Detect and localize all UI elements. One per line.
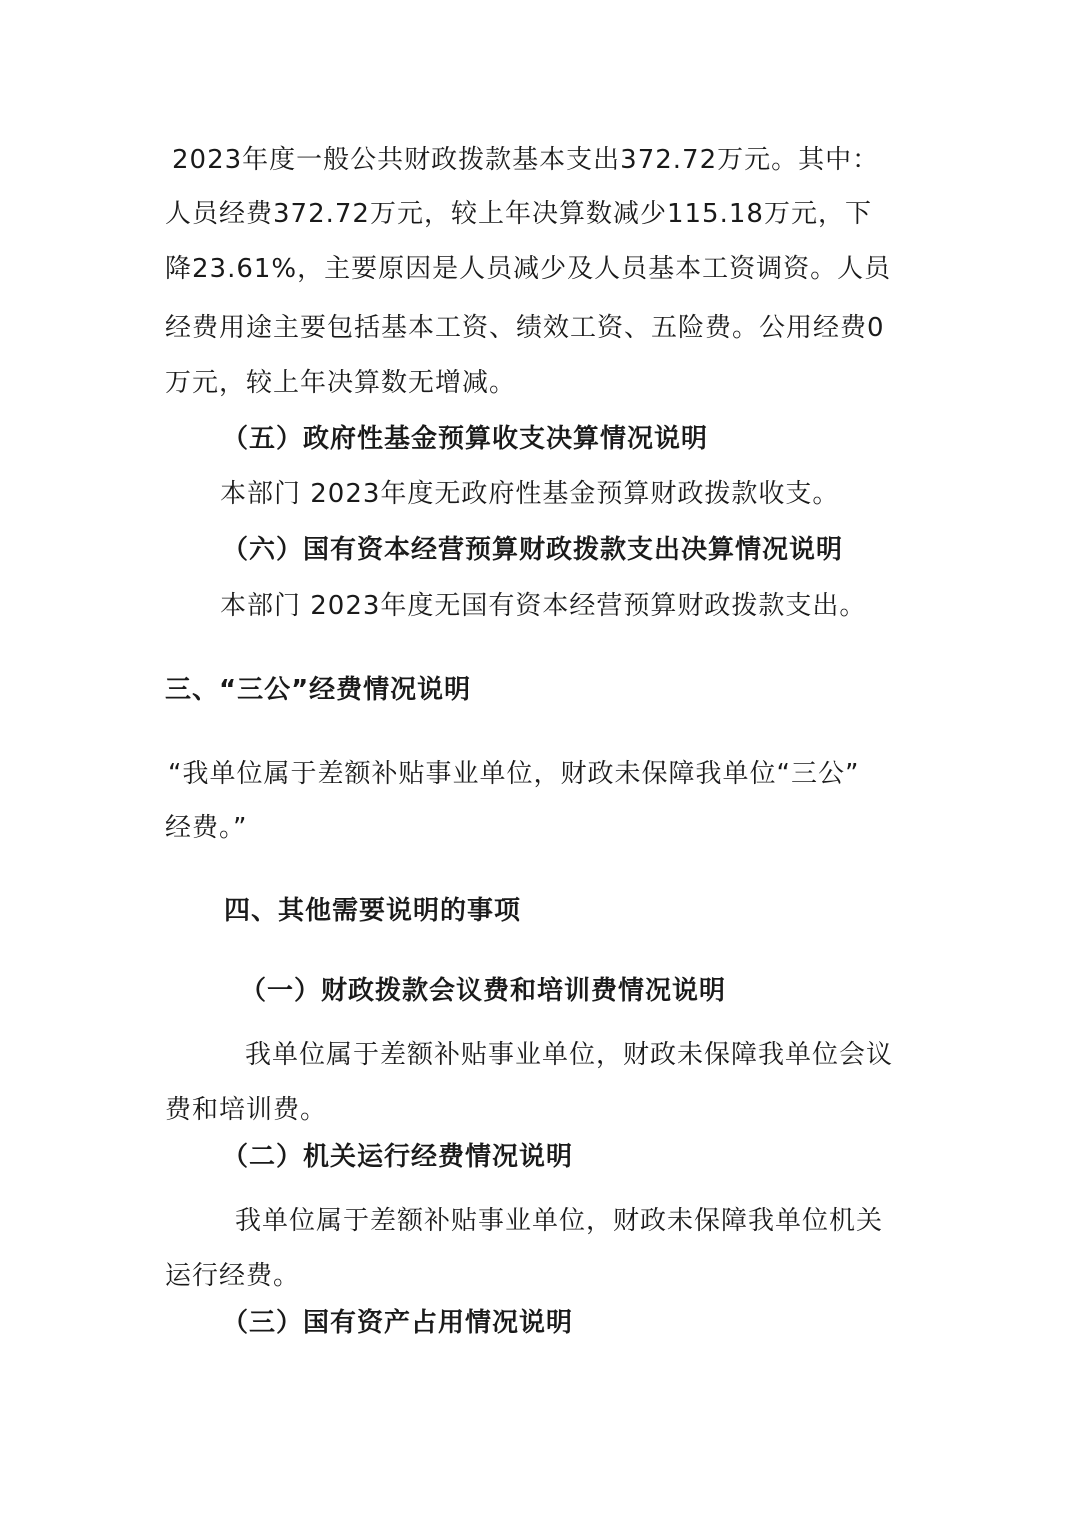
section-heading-three-public: 三、“三公”经费情况说明 (165, 675, 472, 705)
section-heading-other-matters: 四、其他需要说明的事项 (224, 896, 522, 926)
paragraph-line: 费和培训费。 (165, 1095, 328, 1125)
paragraph-line: 本部门 2023年度无政府性基金预算财政拨款收支。 (220, 479, 840, 509)
paragraph-line: 经费用途主要包括基本工资、绩效工资、五险费。公用经费0 (165, 313, 885, 343)
subsection-heading-3: （三）国有资产占用情况说明 (222, 1308, 574, 1338)
subsection-heading-2: （二）机关运行经费情况说明 (222, 1142, 574, 1172)
paragraph-line: 经费。” (165, 813, 248, 843)
paragraph-line: 人员经费372.72万元，较上年决算数减少115.18万元，下 (165, 199, 872, 229)
subsection-heading-1: （一）财政拨款会议费和培训费情况说明 (240, 976, 727, 1006)
paragraph-line: 运行经费。 (165, 1261, 301, 1291)
paragraph-line: 降23.61%，主要原因是人员减少及人员基本工资调资。人员 (165, 254, 892, 284)
paragraph-line: 我单位属于差额补贴事业单位，财政未保障我单位会议 (245, 1040, 894, 1070)
paragraph-line: “我单位属于差额补贴事业单位，财政未保障我单位“三公” (168, 759, 860, 789)
paragraph-line: 2023年度一般公共财政拨款基本支出372.72万元。其中： (172, 145, 880, 175)
paragraph-line: 本部门 2023年度无国有资本经营预算财政拨款支出。 (220, 591, 867, 621)
section-heading-6: （六）国有资本经营预算财政拨款支出决算情况说明 (222, 535, 844, 565)
paragraph-line: 我单位属于差额补贴事业单位，财政未保障我单位机关 (235, 1206, 884, 1236)
paragraph-line: 万元，较上年决算数无增减。 (165, 368, 517, 398)
section-heading-5: （五）政府性基金预算收支决算情况说明 (222, 424, 709, 454)
